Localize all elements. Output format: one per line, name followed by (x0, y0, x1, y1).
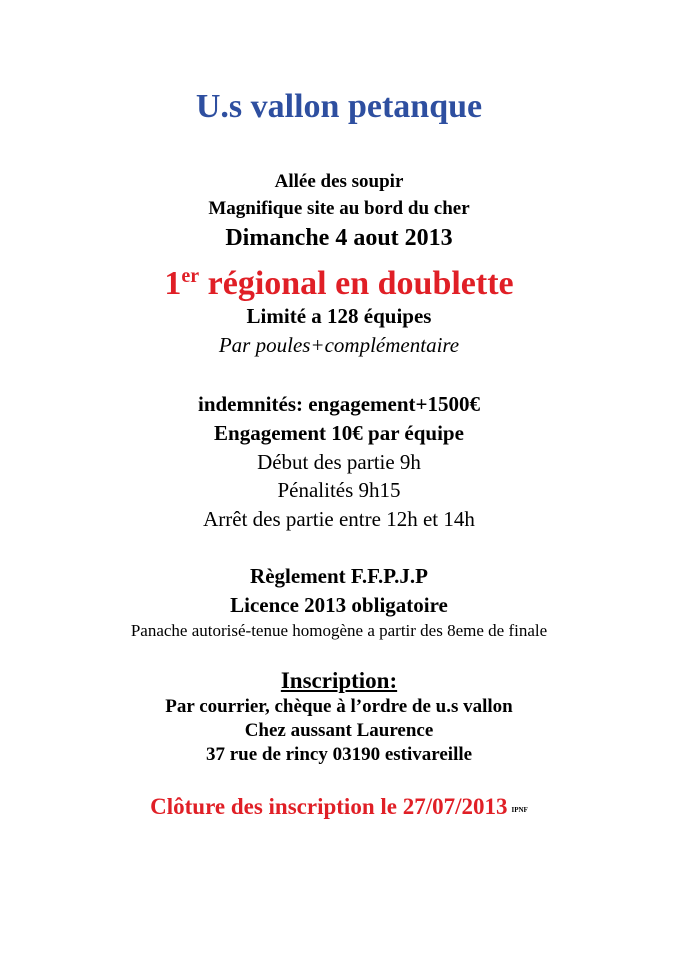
venue-street: Allée des soupir (274, 171, 404, 192)
break-time: Arrêt des partie entre 12h et 14h (203, 507, 475, 531)
printer-mark: IPNF (511, 806, 528, 814)
event-date: Dimanche 4 aout 2013 (225, 225, 453, 251)
inscription-address: 37 rue de rincy 03190 estivareille (205, 744, 473, 765)
closing-date-text: Clôture des inscription le 27/07/2013 (150, 794, 508, 819)
event-headline (0, 267, 678, 301)
club-title: U.s vallon petanque (195, 88, 483, 125)
venue-site: Magnifique site au bord du cher (208, 198, 470, 219)
rules-licence: Licence 2013 obligatoire (230, 593, 448, 617)
inscription-contact: Chez aussant Laurence (244, 720, 434, 741)
tournament-format: Par poules+complémentaire (218, 333, 460, 357)
prize-indemnites: indemnités: engagement+1500€ (197, 392, 481, 416)
inscription-courrier: Par courrier, chèque à l’ordre de u.s vallon (165, 696, 513, 717)
entry-fee: Engagement 10€ par équipe (214, 421, 464, 445)
rules-panache: Panache autorisé-tenue homogène a partir des 8eme de finale (130, 621, 548, 640)
headline-ordinal-suffix: er (181, 265, 200, 287)
headline-rest: régional en doublette (199, 265, 514, 302)
start-time: Début des partie 9h (257, 450, 421, 474)
headline-ordinal: 1 (164, 265, 182, 302)
penalty-time: Pénalités 9h15 (277, 478, 401, 502)
rules-reglement: Règlement F.F.P.J.P (250, 564, 428, 588)
team-limit: Limité a 128 équipes (246, 304, 432, 328)
inscription-heading: Inscription: (280, 668, 398, 693)
closing-date (0, 795, 678, 818)
